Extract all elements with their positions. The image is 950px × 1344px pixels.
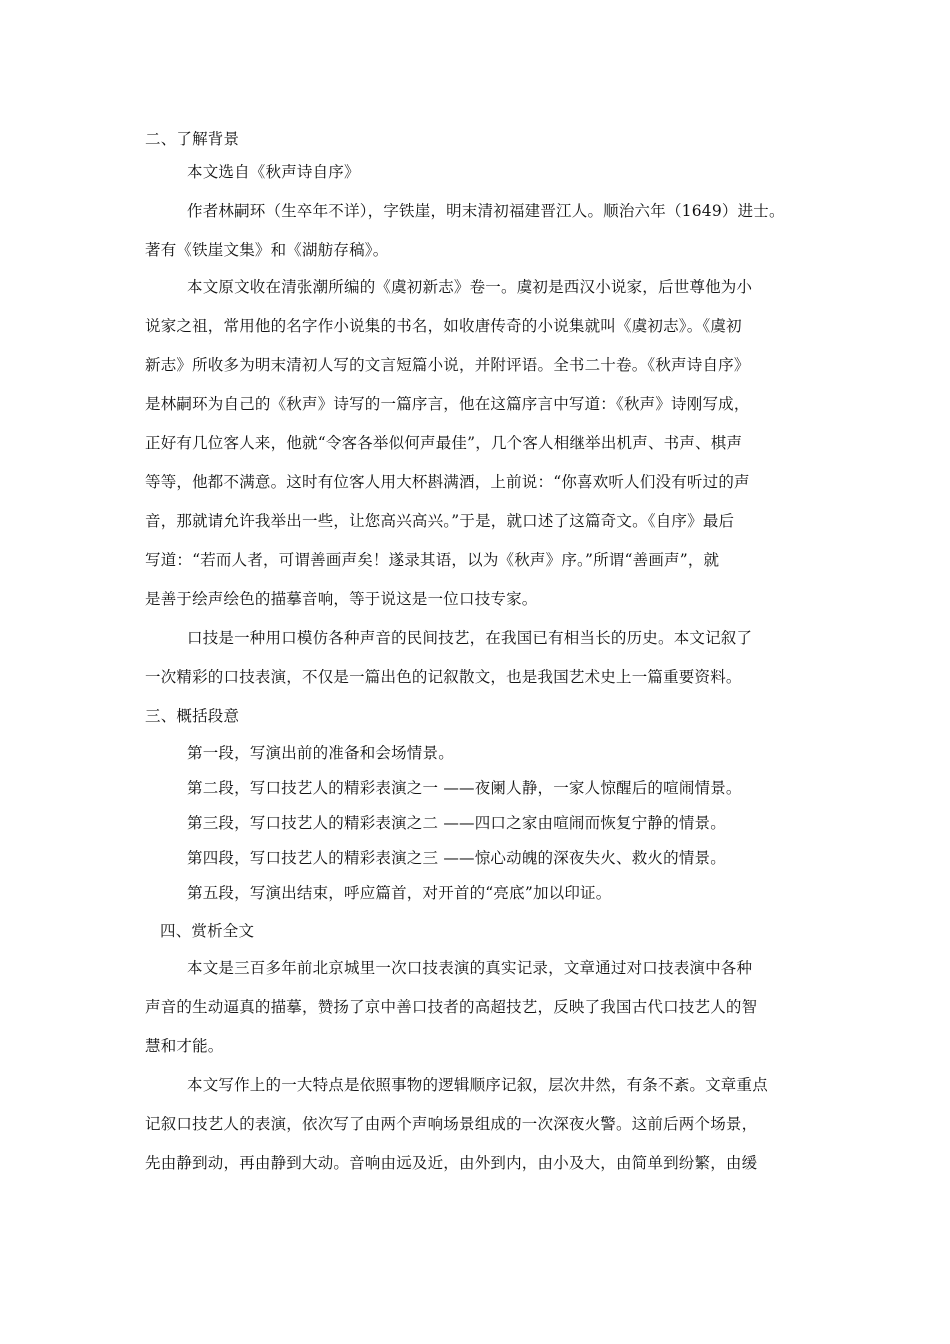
paragraph-line: 本文原文收在清张潮所编的《虞初新志》卷一。虞初是西汉小说家，后世尊他为小	[187, 278, 753, 296]
paragraph-line: 新志》所收多为明末清初人写的文言短篇小说，并附评语。全书二十卷。《秋声诗自序》	[145, 356, 750, 374]
paragraph-line: 是善于绘声绘色的描摹音响，等于说这是一位口技专家。	[145, 590, 538, 608]
paragraph-line: 口技是一种用口模仿各种声音的民间技艺，在我国已有相当长的历史。本文记叙了	[187, 629, 753, 647]
paragraph-line: 写道：“若而人者，可谓善画声矣！遂录其语，以为《秋声》序。”所谓“善画声”，就	[145, 551, 720, 569]
paragraph-line: 作者林嗣环（生卒年不详），字铁崖，明末清初福建晋江人。顺治六年（1649）进士。	[187, 202, 785, 220]
paragraph-line: 本文选自《秋声诗自序》	[187, 163, 360, 181]
list-item: 第二段，写口技艺人的精彩表演之一 ——夜阑人静，一家人惊醒后的喧闹情景。	[187, 779, 742, 797]
paragraph-line: 说家之祖，常用他的名字作小说集的书名，如收唐传奇的小说集就叫《虞初志》。《虞初	[145, 317, 742, 335]
paragraph-line: 本文写作上的一大特点是依照事物的逻辑顺序记叙，层次井然，有条不紊。文章重点	[187, 1076, 768, 1094]
section-heading-summary: 三、概括段意	[145, 707, 240, 725]
section-heading-background: 二、了解背景	[145, 130, 240, 148]
list-item: 第三段，写口技艺人的精彩表演之二 ——四口之家由喧闹而恢复宁静的情景。	[187, 814, 726, 832]
list-item: 第五段，写演出结束，呼应篇首，对开首的“亮底”加以印证。	[187, 884, 612, 902]
paragraph-line: 记叙口技艺人的表演，依次写了由两个声响场景组成的一次深夜火警。这前后两个场景，	[145, 1115, 758, 1133]
paragraph-line: 是林嗣环为自己的《秋声》诗写的一篇序言，他在这篇序言中写道：《秋声》诗刚写成，	[145, 395, 750, 413]
list-item: 第四段，写口技艺人的精彩表演之三 ——惊心动魄的深夜失火、救火的情景。	[187, 849, 726, 867]
paragraph-line: 音，那就请允许我举出一些，让您高兴高兴。”于是，就口述了这篇奇文。《自序》最后	[145, 512, 735, 530]
paragraph-line: 本文是三百多年前北京城里一次口技表演的真实记录，文章通过对口技表演中各种	[187, 959, 753, 977]
paragraph-line: 先由静到动，再由静到大动。音响由远及近，由外到内，由小及大，由简单到纷繁，由缓	[145, 1154, 758, 1172]
paragraph-line: 一次精彩的口技表演，不仅是一篇出色的记叙散文，也是我国艺术史上一篇重要资料。	[145, 668, 742, 686]
paragraph-line: 著有《铁崖文集》和《湖舫存稿》。	[145, 241, 389, 259]
paragraph-line: 正好有几位客人来，他就“令客各举似何声最佳”，几个客人相继举出机声、书声、棋声	[145, 434, 743, 452]
paragraph-line: 声音的生动逼真的描摹，赞扬了京中善口技者的高超技艺，反映了我国古代口技艺人的智	[145, 998, 758, 1016]
list-item: 第一段，写演出前的准备和会场情景。	[187, 744, 454, 762]
paragraph-line: 等等，他都不满意。这时有位客人用大杯斟满酒，上前说：“你喜欢听人们没有听过的声	[145, 473, 750, 491]
section-heading-appreciation: 四、赏析全文	[160, 922, 255, 940]
paragraph-line: 慧和才能。	[145, 1037, 224, 1055]
